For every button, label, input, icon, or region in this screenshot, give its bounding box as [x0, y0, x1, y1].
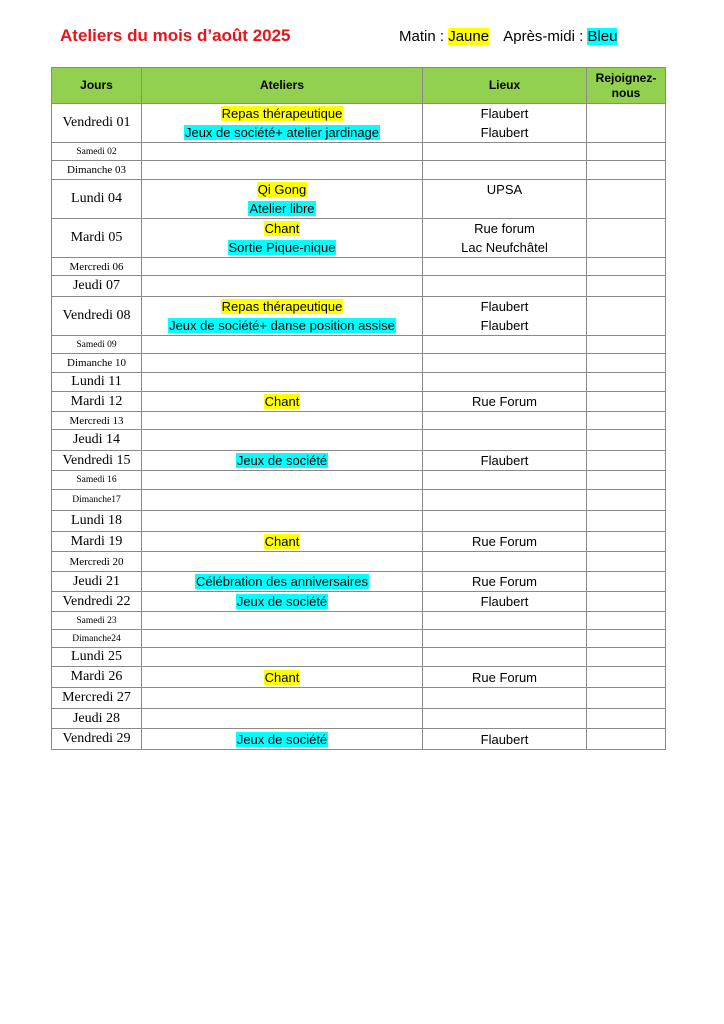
table-row	[52, 648, 666, 667]
rejoignez-nous-cell[interactable]	[587, 276, 666, 297]
atelier-cell	[142, 709, 423, 729]
day-cell: Vendredi 15	[52, 451, 142, 471]
atelier-cell	[142, 219, 423, 258]
lieu-cell	[423, 511, 587, 532]
atelier-cell	[142, 336, 423, 354]
day-cell: Mardi 05	[52, 219, 142, 258]
activity-matin: Chant	[264, 221, 300, 236]
table-row	[52, 297, 666, 336]
activity-matin: Chant	[264, 394, 300, 409]
day-cell: Vendredi 29	[52, 729, 142, 750]
atelier-cell	[142, 572, 423, 592]
activity-apres-midi: Jeux de société+ atelier jardinage	[184, 125, 380, 140]
rejoignez-nous-cell[interactable]	[587, 373, 666, 392]
lieu-cell	[423, 297, 587, 336]
day-cell: Dimanche 10	[52, 354, 142, 373]
activity-matin: Repas thérapeutique	[221, 299, 343, 314]
activity-matin: Chant	[264, 534, 300, 549]
atelier-cell	[142, 297, 423, 336]
lieu-cell	[423, 572, 587, 592]
rejoignez-nous-cell[interactable]	[587, 592, 666, 612]
atelier-cell	[142, 490, 423, 511]
lieu-cell	[423, 648, 587, 667]
atelier-cell	[142, 471, 423, 490]
table-row	[52, 729, 666, 750]
activity-apres-midi: Sortie Pique-nique	[228, 240, 336, 255]
rejoignez-nous-cell[interactable]	[587, 143, 666, 161]
day-cell: Dimanche 03	[52, 161, 142, 180]
legend-matin-label: Matin :	[399, 28, 445, 45]
day-cell: Mercredi 20	[52, 552, 142, 572]
lieu-cell	[423, 532, 587, 552]
day-cell: Samedi 23	[52, 612, 142, 630]
table-row	[52, 258, 666, 276]
legend-apres-midi-label: Après-midi :	[503, 28, 584, 45]
lieu-text: Rue forum	[474, 221, 535, 236]
rejoignez-nous-cell[interactable]	[587, 729, 666, 750]
day-cell: Lundi 04	[52, 180, 142, 219]
table-row	[52, 354, 666, 373]
rejoignez-nous-cell[interactable]	[587, 104, 666, 143]
activity-matin: Qi Gong	[257, 182, 307, 197]
page-title: Ateliers du mois d’août 2025	[60, 26, 291, 45]
rejoignez-nous-cell[interactable]	[587, 451, 666, 471]
rejoignez-nous-cell[interactable]	[587, 648, 666, 667]
lieu-cell	[423, 354, 587, 373]
lieu-cell	[423, 276, 587, 297]
lieu-cell	[423, 430, 587, 451]
rejoignez-nous-cell[interactable]	[587, 430, 666, 451]
day-cell: Vendredi 08	[52, 297, 142, 336]
lieu-text: Flaubert	[480, 106, 529, 121]
lieu-text: Flaubert	[480, 318, 529, 333]
day-cell: Mardi 19	[52, 532, 142, 552]
atelier-cell	[142, 451, 423, 471]
atelier-cell	[142, 630, 423, 648]
lieu-cell	[423, 552, 587, 572]
table-row	[52, 511, 666, 532]
lieu-cell	[423, 688, 587, 709]
table-row	[52, 373, 666, 392]
rejoignez-nous-cell[interactable]	[587, 709, 666, 729]
atelier-cell	[142, 511, 423, 532]
table-row	[52, 572, 666, 592]
rejoignez-nous-cell[interactable]	[587, 471, 666, 490]
atelier-cell	[142, 667, 423, 688]
activity-apres-midi: Jeux de société	[236, 731, 328, 747]
lieu-cell	[423, 630, 587, 648]
lieu-cell	[423, 219, 587, 258]
table-row	[52, 430, 666, 451]
atelier-cell	[142, 258, 423, 276]
atelier-cell	[142, 729, 423, 750]
lieu-cell	[423, 729, 587, 750]
atelier-cell	[142, 532, 423, 552]
day-cell: Lundi 18	[52, 511, 142, 532]
column-header-jours: Jours	[52, 68, 142, 104]
rejoignez-nous-cell[interactable]	[587, 258, 666, 276]
activity-apres-midi: Atelier libre	[249, 201, 315, 216]
lieu-text: Flaubert	[480, 594, 529, 609]
table-row	[52, 592, 666, 612]
lieu-cell	[423, 392, 587, 412]
lieu-text: Lac Neufchâtel	[461, 240, 548, 255]
atelier-cell	[142, 648, 423, 667]
lieu-text: Rue Forum	[471, 574, 538, 589]
day-cell: Dimanche24	[52, 630, 142, 648]
atelier-cell	[142, 143, 423, 161]
rejoignez-nous-cell[interactable]	[587, 630, 666, 648]
rejoignez-nous-cell[interactable]	[587, 572, 666, 592]
lieu-text: Rue Forum	[471, 394, 538, 409]
schedule-table	[51, 67, 666, 750]
atelier-cell	[142, 552, 423, 572]
activity-apres-midi: Jeux de société	[236, 453, 328, 468]
atelier-cell	[142, 276, 423, 297]
rejoignez-nous-cell[interactable]	[587, 552, 666, 572]
lieu-cell	[423, 451, 587, 471]
table-row	[52, 161, 666, 180]
table-row	[52, 532, 666, 552]
activity-matin: Repas thérapeutique	[221, 106, 343, 121]
lieu-cell	[423, 612, 587, 630]
atelier-cell	[142, 412, 423, 430]
lieu-cell	[423, 104, 587, 143]
activity-apres-midi: Jeux de société+ danse position assise	[169, 318, 395, 333]
table-header-row	[52, 68, 666, 104]
lieu-cell	[423, 592, 587, 612]
rejoignez-nous-cell[interactable]	[587, 667, 666, 688]
lieu-cell	[423, 412, 587, 430]
day-cell: Samedi 16	[52, 471, 142, 490]
rejoignez-nous-cell[interactable]	[587, 161, 666, 180]
lieu-cell	[423, 709, 587, 729]
day-cell: Mercredi 06	[52, 258, 142, 276]
lieu-cell	[423, 161, 587, 180]
lieu-cell	[423, 667, 587, 688]
lieu-text: Flaubert	[480, 453, 529, 468]
column-header-rejoignez-nous: Rejoignez-nous	[587, 68, 666, 104]
rejoignez-nous-cell[interactable]	[587, 392, 666, 412]
table-row	[52, 709, 666, 729]
atelier-cell	[142, 592, 423, 612]
rejoignez-nous-cell[interactable]	[587, 490, 666, 511]
legend-matin-value: Jaune	[448, 28, 490, 45]
atelier-cell	[142, 354, 423, 373]
lieu-cell	[423, 471, 587, 490]
day-cell: Mardi 26	[52, 667, 142, 688]
day-cell: Lundi 25	[52, 648, 142, 667]
day-cell: Jeudi 21	[52, 572, 142, 592]
rejoignez-nous-cell[interactable]	[587, 354, 666, 373]
lieu-cell	[423, 373, 587, 392]
day-cell: Jeudi 07	[52, 276, 142, 297]
table-row	[52, 143, 666, 161]
table-row	[52, 688, 666, 709]
lieu-cell	[423, 258, 587, 276]
day-cell: Mardi 12	[52, 392, 142, 412]
lieu-cell	[423, 143, 587, 161]
lieu-text: Flaubert	[480, 731, 529, 747]
day-cell: Mercredi 27	[52, 688, 142, 709]
rejoignez-nous-cell[interactable]	[587, 219, 666, 258]
day-cell: Samedi 02	[52, 143, 142, 161]
table-row	[52, 630, 666, 648]
lieu-text: Flaubert	[480, 125, 529, 140]
table-row	[52, 276, 666, 297]
lieu-text: Rue Forum	[471, 534, 538, 549]
table-row	[52, 490, 666, 511]
rejoignez-nous-cell[interactable]	[587, 688, 666, 709]
table-row	[52, 336, 666, 354]
day-cell: Dimanche17	[52, 490, 142, 511]
color-legend	[399, 28, 617, 45]
activity-apres-midi: Jeux de société	[236, 594, 328, 609]
atelier-cell	[142, 180, 423, 219]
atelier-cell	[142, 392, 423, 412]
table-row	[52, 104, 666, 143]
lieu-text: Rue Forum	[471, 669, 538, 685]
table-row	[52, 471, 666, 490]
day-cell: Lundi 11	[52, 373, 142, 392]
rejoignez-nous-cell[interactable]	[587, 297, 666, 336]
day-cell: Jeudi 28	[52, 709, 142, 729]
atelier-cell	[142, 430, 423, 451]
column-header-lieux: Lieux	[423, 68, 587, 104]
rejoignez-nous-cell[interactable]	[587, 511, 666, 532]
day-cell: Vendredi 22	[52, 592, 142, 612]
atelier-cell	[142, 104, 423, 143]
atelier-cell	[142, 612, 423, 630]
table-row	[52, 392, 666, 412]
table-row	[52, 612, 666, 630]
day-cell: Jeudi 14	[52, 430, 142, 451]
table-row	[52, 412, 666, 430]
table-row	[52, 552, 666, 572]
table-row	[52, 451, 666, 471]
rejoignez-nous-cell[interactable]	[587, 180, 666, 219]
column-header-ateliers: Ateliers	[142, 68, 423, 104]
rejoignez-nous-cell[interactable]	[587, 612, 666, 630]
day-cell: Samedi 09	[52, 336, 142, 354]
lieu-cell	[423, 336, 587, 354]
legend-apres-midi-value: Bleu	[587, 28, 618, 45]
atelier-cell	[142, 373, 423, 392]
table-row	[52, 219, 666, 258]
atelier-cell	[142, 161, 423, 180]
lieu-text: UPSA	[486, 182, 523, 197]
table-row	[52, 667, 666, 688]
atelier-cell	[142, 688, 423, 709]
lieu-text: Flaubert	[480, 299, 529, 314]
day-cell: Vendredi 01	[52, 104, 142, 143]
lieu-cell	[423, 180, 587, 219]
table-row	[52, 180, 666, 219]
rejoignez-nous-cell[interactable]	[587, 532, 666, 552]
day-cell: Mercredi 13	[52, 412, 142, 430]
lieu-cell	[423, 490, 587, 511]
rejoignez-nous-cell[interactable]	[587, 412, 666, 430]
activity-matin: Chant	[264, 669, 300, 685]
rejoignez-nous-cell[interactable]	[587, 336, 666, 354]
activity-apres-midi: Célébration des anniversaires	[196, 574, 368, 589]
